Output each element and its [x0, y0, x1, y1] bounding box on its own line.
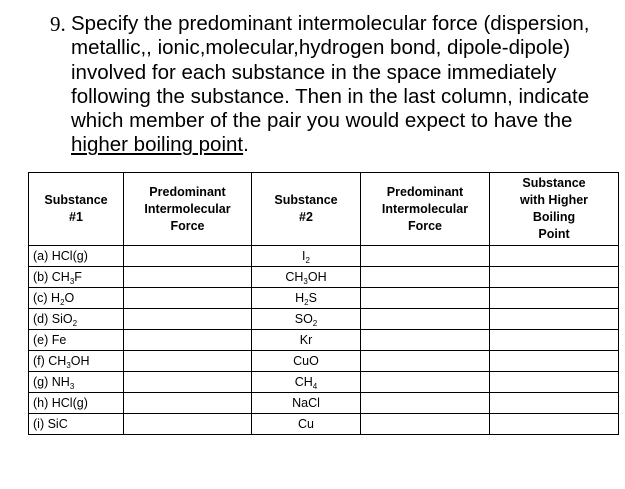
question-text [71, 12, 620, 158]
intermolecular-force-table [28, 172, 619, 435]
force-1-cell[interactable] [124, 267, 252, 288]
substance-2-cell [252, 309, 361, 330]
substance-1-cell [29, 393, 124, 414]
higher-boiling-point-cell[interactable] [490, 351, 619, 372]
table-row [29, 372, 619, 393]
force-1-cell[interactable] [124, 393, 252, 414]
substance-1-cell [29, 288, 124, 309]
formula-text: (c) H [33, 291, 61, 305]
formula-text: CH [285, 270, 304, 284]
formula-text: (a) HCl(g) [33, 249, 88, 263]
higher-boiling-point-cell[interactable] [490, 288, 619, 309]
formula-subscript: 2 [72, 319, 78, 328]
formula-subscript: 2 [305, 256, 310, 265]
question-block [50, 12, 620, 158]
force-2-cell[interactable] [361, 267, 490, 288]
formula-subscript: 2 [312, 319, 318, 328]
formula-subscript: 3 [66, 361, 71, 370]
table-row [29, 351, 619, 372]
formula-text: O [64, 291, 75, 305]
higher-boiling-point-cell[interactable] [490, 372, 619, 393]
table-row [29, 414, 619, 435]
formula-text: Kr [299, 333, 313, 347]
header-substance-1: Substance #1 [29, 173, 124, 246]
force-2-cell[interactable] [361, 393, 490, 414]
substance-2-cell [252, 246, 361, 267]
formula-text: OH [307, 270, 327, 284]
substance-2-cell [252, 351, 361, 372]
formula-subscript: 3 [303, 277, 308, 286]
formula-text: (d) SiO [33, 312, 73, 326]
force-1-cell[interactable] [124, 246, 252, 267]
formula-text: CH [294, 375, 313, 389]
header-row [29, 173, 619, 246]
higher-boiling-point-cell[interactable] [490, 414, 619, 435]
table-row [29, 330, 619, 351]
formula-text: (i) SiC [33, 417, 68, 431]
substance-2-cell [252, 372, 361, 393]
formula-subscript: 3 [69, 277, 75, 286]
question-number: 9. [50, 12, 66, 36]
substance-1-cell [29, 267, 124, 288]
force-1-cell[interactable] [124, 351, 252, 372]
formula-text: NaCl [292, 396, 320, 410]
formula-text: Cu [298, 417, 314, 431]
substance-1-cell [29, 330, 124, 351]
formula-subscript: 2 [304, 298, 309, 307]
formula-text: H [295, 291, 305, 305]
header-force-2: Predominant Intermolecular Force [361, 173, 490, 246]
force-1-cell[interactable] [124, 288, 252, 309]
force-2-cell[interactable] [361, 246, 490, 267]
force-2-cell[interactable] [361, 351, 490, 372]
force-1-cell[interactable] [124, 414, 252, 435]
question-text-main: Specify the predominant intermolecular force (dispersion, metallic,, ionic,molecular,hydrogen bond, dipole-dipole) involved for each substance in the space immediately following the substance. Then in the last column, indicate which member of the pair you would expect to have the [71, 12, 590, 133]
formula-subscript: 3 [69, 382, 75, 391]
header-higher-boiling-point: Substance with Higher Boiling Point [490, 173, 619, 246]
formula-text: CuO [293, 354, 319, 368]
formula-text: (b) CH [33, 270, 70, 284]
table-row [29, 246, 619, 267]
substance-2-cell [252, 414, 361, 435]
force-2-cell[interactable] [361, 309, 490, 330]
table-row [29, 309, 619, 330]
higher-boiling-point-cell[interactable] [490, 267, 619, 288]
table-row [29, 267, 619, 288]
formula-text: (h) HCl(g) [33, 396, 88, 410]
higher-boiling-point-cell[interactable] [490, 246, 619, 267]
substance-1-cell [29, 372, 124, 393]
formula-text: F [74, 270, 82, 284]
substance-1-cell [29, 246, 124, 267]
table-row [29, 393, 619, 414]
substance-1-cell [29, 309, 124, 330]
formula-text: (g) NH [33, 375, 70, 389]
formula-text: (f) CH [33, 354, 67, 368]
question-underlined-phrase: higher boiling point [71, 133, 244, 157]
formula-text: (e) Fe [33, 333, 67, 347]
substance-1-cell [29, 414, 124, 435]
formula-text: S [308, 291, 317, 305]
substance-1-cell [29, 351, 124, 372]
force-2-cell[interactable] [361, 288, 490, 309]
higher-boiling-point-cell[interactable] [490, 309, 619, 330]
substance-2-cell [252, 288, 361, 309]
header-substance-2: Substance #2 [252, 173, 361, 246]
force-1-cell[interactable] [124, 330, 252, 351]
formula-text: SO [294, 312, 313, 326]
header-force-1: Predominant Intermolecular Force [124, 173, 252, 246]
force-1-cell[interactable] [124, 309, 252, 330]
formula-subscript: 4 [312, 382, 318, 391]
question-text-end: . [243, 133, 249, 157]
substance-2-cell [252, 267, 361, 288]
table-body [29, 246, 619, 435]
formula-text: I [302, 249, 306, 263]
substance-2-cell [252, 330, 361, 351]
formula-text: OH [70, 354, 90, 368]
force-1-cell[interactable] [124, 372, 252, 393]
higher-boiling-point-cell[interactable] [490, 393, 619, 414]
force-2-cell[interactable] [361, 372, 490, 393]
higher-boiling-point-cell[interactable] [490, 330, 619, 351]
table-row [29, 288, 619, 309]
substance-2-cell [252, 393, 361, 414]
formula-subscript: 2 [60, 298, 65, 307]
force-2-cell[interactable] [361, 330, 490, 351]
force-2-cell[interactable] [361, 414, 490, 435]
